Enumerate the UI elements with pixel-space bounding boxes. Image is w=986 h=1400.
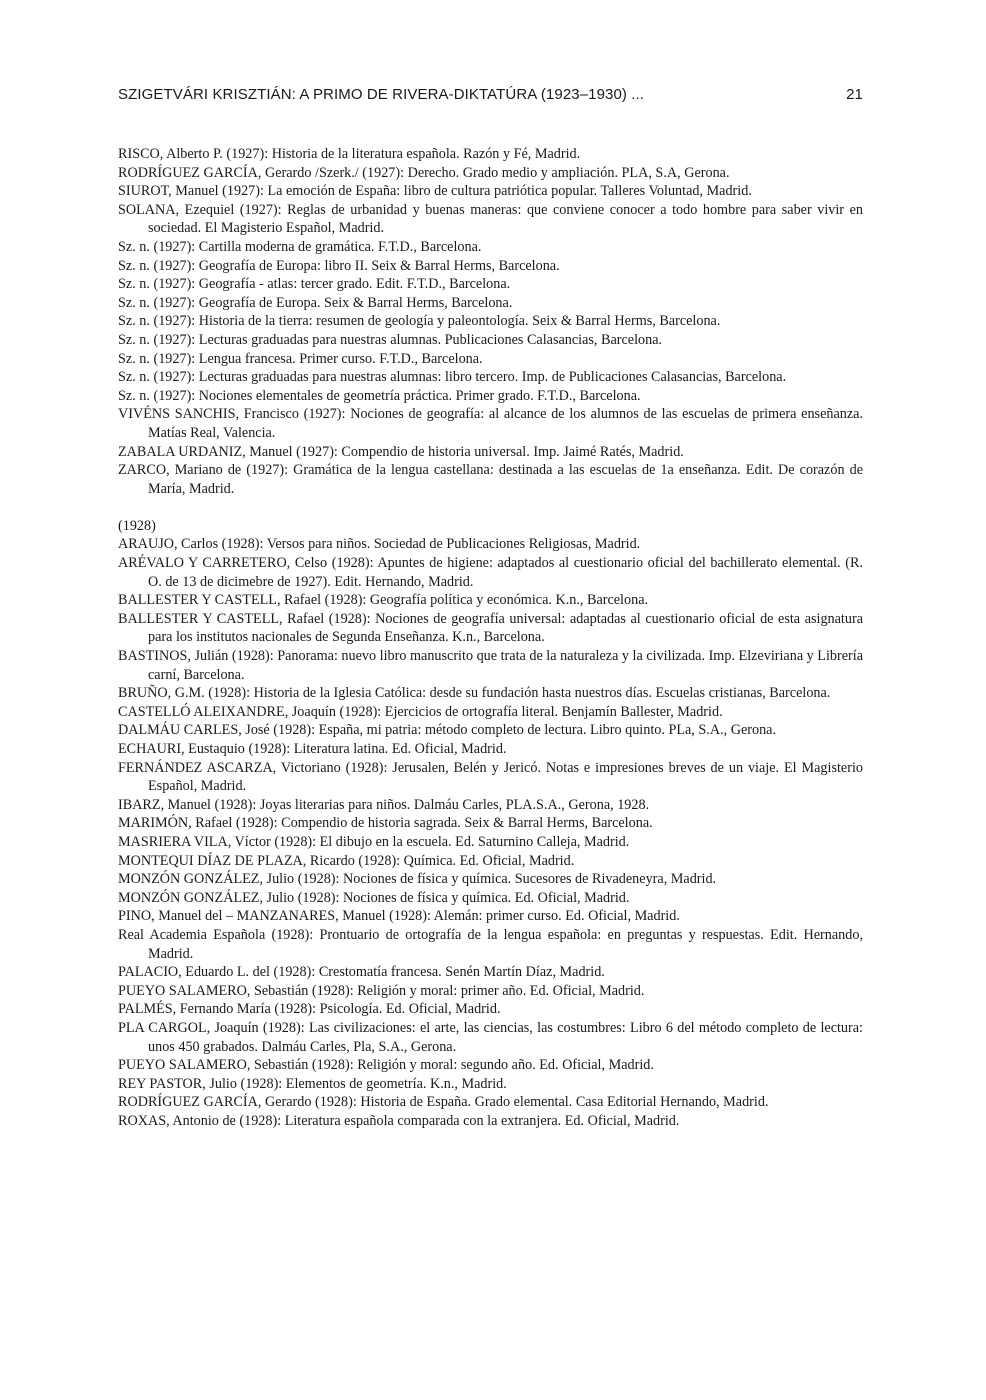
bibliography-entry: RISCO, Alberto P. (1927): Historia de la literatura española. Razón y Fé, Madrid. — [118, 146, 581, 162]
bibliography-entry: Sz. n. (1927): Historia de la tierra: resumen de geología y paleontología. Seix & Barral Herms, Barcelona. — [118, 313, 721, 330]
entries-1928 — [118, 535, 863, 1130]
bibliography-entry: PINO, Manuel del – MANZANARES, Manuel (1928): Alemán: primer curso. Ed. Oficial, Madrid. — [118, 908, 680, 925]
bibliography-entry: BALLESTER Y CASTELL, Rafael (1928): Geografía política y económica. K.n., Barcelona. — [118, 592, 649, 609]
bibliography-entry: VIVÉNS SANCHIS, Francisco (1927): Nociones de geografía: al alcance de los alumnos de las escuelas de primera enseñanza. Matías Real, Valencia. — [118, 406, 863, 441]
bibliography-entry: MONZÓN GONZÁLEZ, Julio (1928): Nociones de física y química. Ed. Oficial, Madrid. — [118, 889, 630, 906]
bibliography-entry: SIUROT, Manuel (1927): La emoción de España: libro de cultura patriótica popular. Talleres Voluntad, Madrid. — [118, 183, 752, 200]
bibliography-entry: Sz. n. (1927): Geografía de Europa: libro II. Seix & Barral Herms, Barcelona. — [118, 257, 560, 274]
bibliography-entry: IBARZ, Manuel (1928): Joyas literarias para niños. Dalmáu Carles, PLA.S.A., Gerona, 1928. — [118, 796, 650, 813]
bibliography-entry: PLA CARGOL, Joaquín (1928): Las civilizaciones: el arte, las ciencias, las costumbres: Libro 6 del método completo de lectura: unos 450 grabados. Dalmáu Carles, Pla, S.A., Gerona. — [118, 1019, 863, 1055]
bibliography-entry: ARAUJO, Carlos (1928): Versos para niños. Sociedad de Publicaciones Religiosas, Madrid. — [118, 536, 641, 553]
bibliography-entry: PALACIO, Eduardo L. del (1928): Crestomatía francesa. Senén Martín Díaz, Madrid. — [118, 964, 605, 981]
bibliography-entry: FERNÁNDEZ ASCARZA, Victoriano (1928): Jerusalen, Belén y Jericó. Notas e impresiones breves de un viaje. El Magisterio Español, Madrid. — [118, 759, 863, 795]
bibliography-entry: Sz. n. (1927): Lengua francesa. Primer curso. F.T.D., Barcelona. — [118, 350, 483, 367]
bibliography-entry: MONTEQUI DÍAZ DE PLAZA, Ricardo (1928): Química. Ed. Oficial, Madrid. — [118, 852, 575, 869]
entries-1927 — [118, 145, 863, 498]
running-title: SZIGETVÁRI KRISZTIÁN: A PRIMO DE RIVERA-DIKTATÚRA (1923–1930) ... — [118, 86, 645, 103]
bibliography-entry: SOLANA, Ezequiel (1927): Reglas de urbanidad y buenas maneras: que conviene conocer a todo hombre para saber vivir en sociedad. El Magisterio Español, Madrid. — [118, 201, 863, 237]
bibliography-entry: Real Academia Española (1928): Prontuario de ortografía de la lengua española: en preguntas y respuestas. Edit. Hernando, Madrid. — [118, 926, 863, 962]
bibliography-entry: Sz. n. (1927): Geografía - atlas: tercer grado. Edit. F.T.D., Barcelona. — [118, 276, 511, 293]
bibliography-entry: CASTELLÓ ALEIXANDRE, Joaquín (1928): Ejercicios de ortografía literal. Benjamín Ballester, Madrid. — [118, 703, 723, 720]
year-heading: (1928) — [118, 517, 156, 534]
bibliography-entry: MASRIERA VILA, Víctor (1928): El dibujo en la escuela. Ed. Saturnino Calleja, Madrid. — [118, 833, 630, 850]
bibliography-entry: BALLESTER Y CASTELL, Rafael (1928): Nociones de geografía universal: adaptadas al cuestionario oficial de esta asignatura para los institutos nacionales de Segunda Enseñanza. K.n., Barcelona. — [118, 610, 863, 646]
bibliography-entry: REY PASTOR, Julio (1928): Elementos de geometría. K.n., Madrid. — [118, 1075, 507, 1092]
bibliography-entry: Sz. n. (1927): Geografía de Europa. Seix & Barral Herms, Barcelona. — [118, 294, 513, 311]
running-header — [118, 86, 863, 108]
bibliography-entry: Sz. n. (1927): Lecturas graduadas para nuestras alumnas: libro tercero. Imp. de Publicaciones Calasancias, Barcelona. — [118, 369, 787, 386]
bibliography-entry: PALMÉS, Fernando María (1928): Psicología. Ed. Oficial, Madrid. — [118, 1001, 501, 1018]
bibliography-entry: ECHAURI, Eustaquio (1928): Literatura latina. Ed. Oficial, Madrid. — [118, 741, 507, 757]
bibliography-entry: BRUÑO, G.M. (1928): Historia de la Iglesia Católica: desde su fundación hasta nuestros días. Escuelas cristianas, Barcelona. — [118, 685, 831, 702]
bibliography-entry: RODRÍGUEZ GARCÍA, Gerardo (1928): Historia de España. Grado elemental. Casa Editorial Hernando, Madrid. — [118, 1094, 769, 1111]
bibliography-entry: BASTINOS, Julián (1928): Panorama: nuevo libro manuscrito que trata de la naturaleza y la civilizada. Imp. Elzeviriana y Librería carní, Barcelona. — [118, 648, 863, 683]
bibliography-entry: Sz. n. (1927): Lecturas graduadas para nuestras alumnas. Publicaciones Calasancias, Barcelona. — [118, 331, 663, 348]
page-number: 21 — [846, 86, 863, 103]
bibliography-entry: ARÉVALO Y CARRETERO, Celso (1928): Apuntes de higiene: adaptados al cuestionario oficial del bachillerato elemental. (R. O. de 13 de dicimebre de 1927). Edit. Hernando, Madrid. — [118, 555, 863, 590]
bibliography-entry: RODRÍGUEZ GARCÍA, Gerardo /Szerk./ (1927): Derecho. Grado medio y ampliación. PLA, S.A, Gerona. — [118, 164, 730, 181]
bibliography-entry: Sz. n. (1927): Cartilla moderna de gramática. F.T.D., Barcelona. — [118, 238, 482, 255]
bibliography-entry: ZARCO, Mariano de (1927): Gramática de la lengua castellana: destinada a las escuelas de 1a enseñanza. Edit. De corazón de María, Madrid. — [118, 462, 863, 497]
bibliography-entry: DALMÁU CARLES, José (1928): España, mi patria: método completo de lectura. Libro quinto. PLa, S.A., Gerona. — [118, 722, 777, 739]
bibliography-entry: PUEYO SALAMERO, Sebastián (1928): Religión y moral: primer año. Ed. Oficial, Madrid. — [118, 982, 645, 999]
bibliography-entry: MONZÓN GONZÁLEZ, Julio (1928): Nociones de física y química. Sucesores de Rivadeneyra, Madrid. — [118, 871, 717, 888]
bibliography-entry: ROXAS, Antonio de (1928): Literatura española comparada con la extranjera. Ed. Oficial, Madrid. — [118, 1112, 680, 1129]
bibliography-entry: ZABALA URDANIZ, Manuel (1927): Compendio de historia universal. Imp. Jaimé Ratés, Madrid. — [118, 443, 684, 460]
bibliography-entry: PUEYO SALAMERO, Sebastián (1928): Religión y moral: segundo año. Ed. Oficial, Madrid. — [118, 1057, 654, 1074]
bibliography — [118, 145, 863, 1130]
bibliography-entry: Sz. n. (1927): Nociones elementales de geometría práctica. Primer grado. F.T.D., Barcelona. — [118, 387, 641, 404]
bibliography-entry: MARIMÓN, Rafael (1928): Compendio de historia sagrada. Seix & Barral Herms, Barcelona. — [118, 815, 653, 832]
